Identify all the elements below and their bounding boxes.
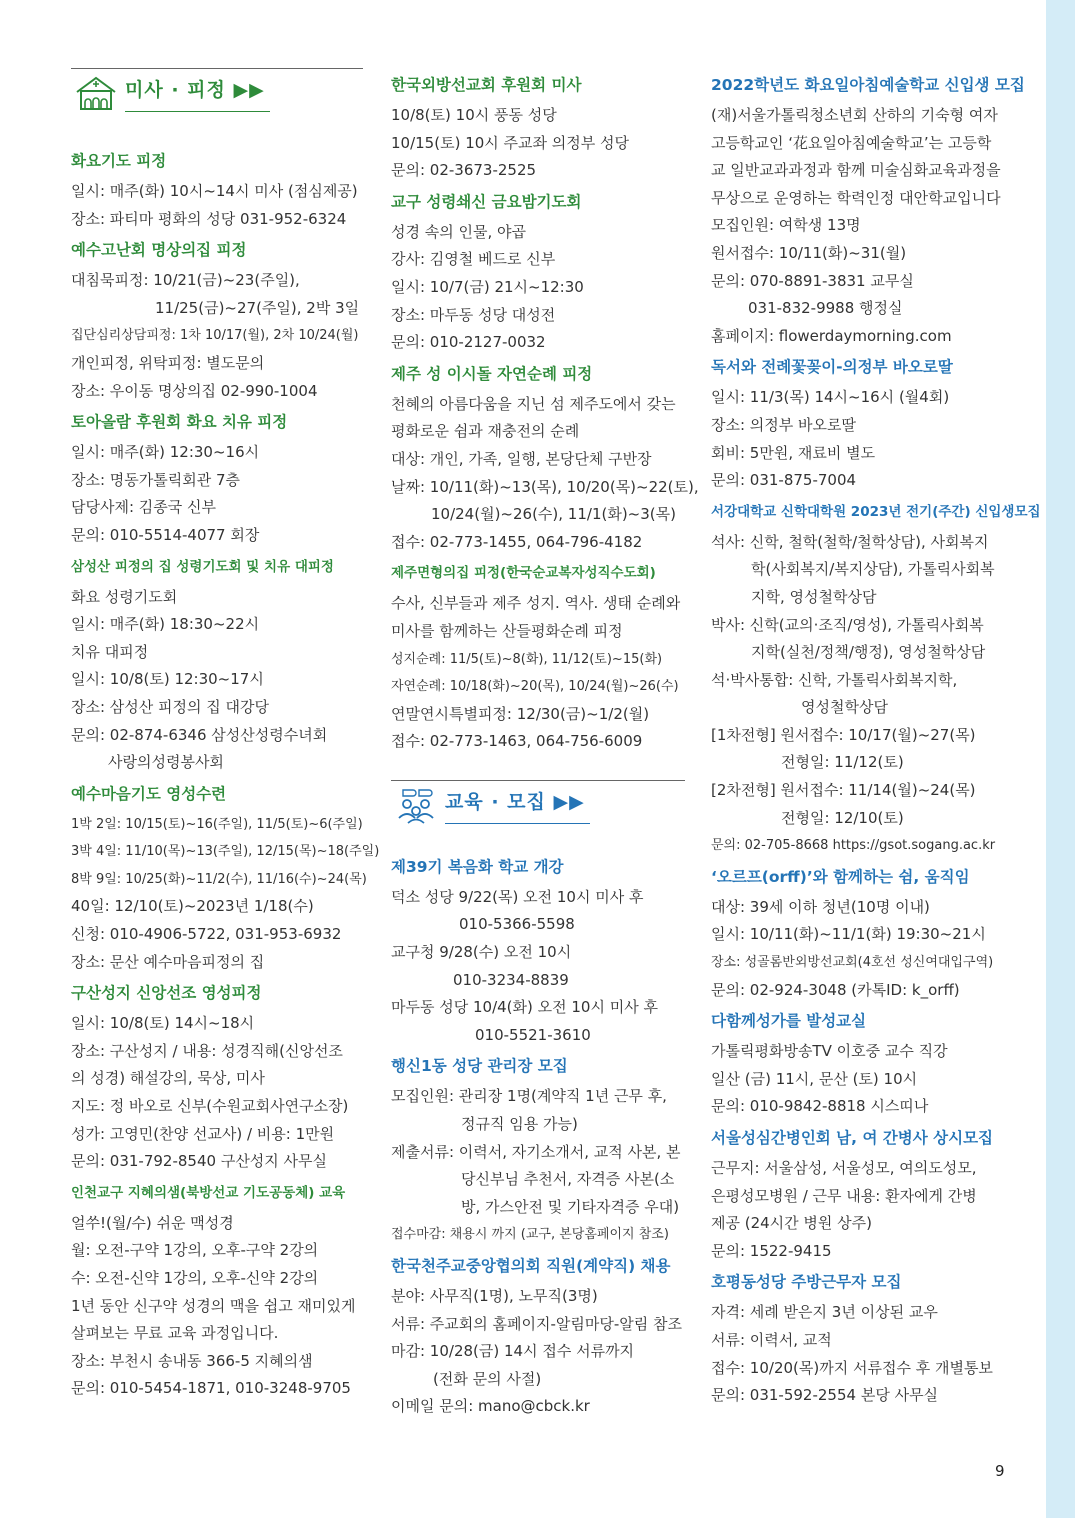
block-title: 인천교구 지혜의샘(북방선교 기도공동체) 교육 [71,1184,346,1201]
block-orff [711,866,1007,1004]
text-line: 대상: 39세 이하 청년(10명 이내) [711,897,930,916]
text-line: 문의: 02-3673-2525 [391,161,537,180]
text-line: 자연순례: 10/18(화)~20(목), 10/24(월)~26(수) [391,679,679,695]
text-line: 박사: 신학(교의·조직/영성), 가톨릭사회복 [711,615,984,634]
text-line: 3박 4일: 11/10(목)~13(주일), 12/15(목)~18(주일) [71,844,380,860]
block-title: 호평동성당 주방근무자 모집 [711,1273,902,1292]
text-line: 010-3234-8839 [453,970,569,989]
text-line: 일시: 매주(화) 12:30~16시 [71,443,260,462]
text-line: 성지순례: 11/5(토)~8(화), 11/12(토)~15(화) [391,651,663,667]
text-line: 장소: 우이동 명상의집 02-990-1004 [71,381,318,400]
text-line: 문의: 02-924-3048 (카톡ID: k_orff) [711,980,960,999]
text-line: 평화로운 쉼과 재충전의 순례 [391,422,580,441]
text-line: 8박 9일: 10/25(화)~11/2(수), 11/16(수)~24(목) [71,871,367,887]
text-line: 모집인원: 여학생 13명 [711,216,861,235]
block-title: 한국천주교중앙협의회 직원(계약직) 채용 [391,1257,671,1275]
text-line: 원서접수: 10/11(화)~31(월) [711,243,907,262]
text-line: 일시: 11/3(목) 14시~16시 (월4회) [711,388,950,407]
text-line: 일시: 10/8(토) 14시~18시 [71,1014,255,1033]
text-line: 일시: 매주(화) 18:30~22시 [71,615,260,634]
side-color-strip [1046,0,1075,1518]
people-group-icon [393,784,439,824]
text-line: 11/25(금)~27(주일), 2박 3일 [155,298,360,317]
text-line: 담당사제: 김종국 신부 [71,498,217,517]
title-underline [445,823,590,824]
block-title: 예수마음기도 영성수련 [71,784,227,803]
block-tuesday-prayer [71,150,363,233]
church-icon [73,72,119,112]
block-jesus-heart-prayer [71,783,380,977]
block-incheon-wisdom [71,1182,363,1403]
text-line: 화요 성령기도회 [71,587,178,606]
text-line: 석사: 신학, 철학(철학/철학상담), 사회복지 [711,532,989,551]
text-line: 연말연시특별피정: 12/30(금)~1/2(월) [391,704,650,723]
text-line: 일산 (금) 11시, 문산 (토) 10시 [711,1069,918,1088]
text-line: 대침묵피정: 10/21(금)~23(주일), [71,271,300,290]
block-title: 예수고난회 명상의집 피정 [71,241,247,260]
text-line: 천혜의 아름다움을 지닌 섬 제주도에서 갖는 [391,394,676,413]
block-kfms-mass [391,74,685,185]
block-title: 서강대학교 신학대학원 2023년 전기(주간) 신입생모집 [711,503,1041,520]
text-line: (전화 문의 사절) [433,1369,542,1388]
block-gusan-shrine [71,982,363,1176]
text-line: 성가: 고영민(찬양 선교사) / 비용: 1만원 [71,1124,335,1143]
block-title: 제주 성 이시돌 자연순례 피정 [391,364,593,383]
text-line: 의 성경) 해설강의, 묵상, 미사 [71,1069,265,1088]
block-title: 제39기 복음화 학교 개강 [391,857,564,876]
text-line: 일시: 매주(화) 10시~14시 미사 (점심제공) [71,182,358,200]
text-line: 미사를 함께하는 산들평화순례 피정 [391,621,623,640]
block-jeju-myeonhyeong [391,562,685,756]
block-passionist-retreat [71,239,363,405]
block-title: 행신1동 성당 관리장 모집 [391,1057,568,1076]
block-toaolam-healing [71,411,363,549]
text-line: 전형일: 11/12(토) [781,753,904,772]
text-line: 월: 오전-구약 1강의, 오후-구약 2강의 [71,1241,319,1260]
text-line: 학(사회복지/복지상담), 가톨릭사회복 [751,560,995,579]
text-line: [1차전형] 원서접수: 10/17(월)~27(목) [711,725,976,744]
text-line: 무상으로 운영하는 학력인정 대안학교입니다 [711,188,1001,207]
text-line: 강사: 김영철 베드로 신부 [391,250,556,269]
text-line: 문의: 02-705-8668 https://gsot.sogang.ac.kr [711,838,996,854]
block-evangelization-school [391,856,685,1050]
text-line: 제공 (24시간 병원 상주) [711,1214,873,1233]
block-vocal-class [711,1010,1007,1121]
text-line: 접수: 02-773-1463, 064-756-6009 [391,732,643,751]
block-title: 제주면형의집 피정(한국순교복자성직수도회) [391,565,656,582]
text-line: 10/24(월)~26(수), 11/1(화)~3(목) [431,505,676,524]
block-samseongsan [71,556,363,777]
text-line: 개인피정, 위탁피정: 별도문의 [71,353,265,372]
text-line: 지학(실천/정책/행정), 영성철학상담 [751,643,986,662]
text-line: 일시: 10/7(금) 21시~12:30 [391,277,584,296]
text-line: 031-832-9988 행정실 [748,299,903,318]
text-line: 지도: 정 바오로 신부(수원교회사연구소장) [71,1097,349,1116]
block-title: ‘오르프(orff)’와 함께하는 쉼, 움직임 [711,867,970,886]
text-line: 문의: 031-875-7004 [711,471,857,490]
text-line: 제출서류: 이력서, 자기소개서, 교적 사본, 본 [391,1142,681,1161]
divider [391,780,685,781]
block-title: 구산성지 신앙선조 영성피정 [71,984,262,1003]
text-line: 문의: 010-9842-8818 시스띠나 [711,1097,929,1116]
text-line: 문의: 031-592-2554 본당 사무실 [711,1386,939,1405]
text-line: 회비: 5만원, 재료비 별도 [711,443,876,462]
block-title: 한국외방선교회 후원회 미사 [391,76,582,94]
text-line: 신청: 010-4906-5722, 031-953-6932 [71,925,342,944]
text-line: 마두동 성당 10/4(화) 오전 10시 미사 후 [391,998,658,1017]
text-line: 장소: 성골롬반외방선교회(4호선 성신여대입구역) [711,955,994,971]
text-line: 문의: 010-2127-0032 [391,333,546,352]
text-line: 접수마감: 채용시 까지 (교구, 본당홈페이지 참조) [391,1227,669,1243]
block-charismatic-prayer [391,191,685,357]
text-line: 장소: 의정부 바오로딸 [711,415,857,434]
text-line: 전형일: 12/10(토) [781,808,904,827]
block-jeju-isidore [391,363,699,557]
text-line: 접수: 02-773-1455, 064-796-4182 [391,532,643,551]
column-right [711,68,1041,1410]
text-line: 장소: 삼성산 피정의 집 대강당 [71,697,270,716]
text-line: 010-5366-5598 [459,915,575,934]
text-line: 은평성모병원 / 근무 내용: 환자에게 간병 [711,1186,977,1205]
block-title: 토아올람 후원회 화요 치유 피정 [71,413,288,432]
text-line: 얼쑤!(월/수) 쉬운 맥성경 [71,1213,234,1232]
text-line: 일시: 10/11(화)~11/1(화) 19:30~21시 [711,925,986,944]
text-line: 장소: 부천시 송내동 366-5 지혜의샘 [71,1351,313,1370]
block-flower-liturgy [711,356,1007,494]
text-line: 40일: 12/10(토)~2023년 1/18(수) [71,897,314,916]
block-sogang-theology [711,501,1041,860]
text-line: 마감: 10/28(금) 14시 접수 서류까지 [391,1342,635,1361]
text-line: 살펴보는 무료 교육 과정입니다. [71,1324,279,1343]
text-line: 10/8(토) 10시 풍동 성당 [391,106,557,124]
text-line: 장소: 명동가톨릭회관 7층 [71,470,241,489]
text-line: 지학, 영성철학상담 [751,587,877,606]
block-title: 2022학년도 화요일아침예술학교 신입생 모집 [711,76,1025,94]
text-line: 사랑의성령봉사회 [108,753,224,772]
divider [71,68,363,69]
text-line: 장소: 마두동 성당 대성전 [391,305,556,324]
block-caregiver-recruit [711,1127,1007,1265]
text-line: [2차전형] 원서접수: 11/14(월)~24(목) [711,781,976,800]
title-underline [125,111,270,112]
text-line: 장소: 문산 예수마음피정의 집 [71,952,265,971]
column-mass-retreat [71,68,380,1403]
block-title: 다함께성가를 발성교실 [711,1012,867,1031]
text-line: 수: 오전-신약 1강의, 오후-신약 2강의 [71,1269,319,1287]
text-line: 1년 동안 신구약 성경의 맥을 쉽고 재미있게 [71,1296,356,1315]
column-middle [391,68,699,1421]
text-line: 문의: 010-5514-4077 회장 [71,525,260,544]
block-haengsin-manager [391,1055,685,1249]
text-line: 일시: 10/8(토) 12:30~17시 [71,670,264,689]
block-flowerday-school [711,74,1025,350]
text-line: 영성철학상담 [801,698,888,717]
page-number: 9 [995,1462,1005,1480]
section-title: 미사 · 피정 ▶▶ [125,79,265,101]
text-line: 접수: 10/20(목)까지 서류접수 후 개별통보 [711,1358,993,1377]
text-line: 석·박사통합: 신학, 가톨릭사회복지학, [711,670,958,689]
text-line: 수사, 신부들과 제주 성지. 역사. 생태 순례와 [391,594,681,613]
text-line: 성경 속의 인물, 야곱 [391,222,526,241]
text-line: 치유 대피정 [71,642,149,661]
block-title: 교구 성령쇄신 금요밤기도회 [391,192,582,211]
block-cbck-hiring [391,1255,685,1421]
text-line: 문의: 031-792-8540 구산성지 사무실 [71,1152,328,1171]
block-title: 화요기도 피정 [71,152,167,170]
block-kitchen-staff [711,1271,1007,1409]
text-line: 이메일 문의: mano@cbck.kr [391,1397,590,1416]
text-line: 교 일반교과과정과 함께 미술심화교육과정을 [711,161,1001,180]
text-line: 가톨릭평화방송TV 이호중 교수 직강 [711,1042,948,1061]
text-line: 고등학교인 ‘花요일아침예술학교’는 고등학 [711,133,992,152]
text-line: 010-5521-3610 [475,1025,591,1044]
text-line: 정규직 임용 가능) [461,1115,578,1134]
text-line: 문의: 1522-9415 [711,1241,832,1260]
section-header-education-recruit [391,780,685,824]
text-line: 방, 가스안전 및 기타자격증 우대) [461,1197,680,1216]
text-line: 장소: 구산성지 / 내용: 성경직해(신앙선조 [71,1041,343,1060]
text-line: 분야: 사무직(1명), 노무직(3명) [391,1287,598,1305]
text-line: 문의: 010-5454-1871, 010-3248-9705 [71,1379,351,1398]
text-line: 자격: 세례 받은지 3년 이상된 교우 [711,1303,938,1322]
block-title: 삼성산 피정의 집 성령기도회 및 치유 대피정 [71,558,334,575]
text-line: 홈페이지: flowerdaymorning.com [711,326,952,345]
text-line: 10/15(토) 10시 주교좌 의정부 성당 [391,133,629,152]
text-line: 당신부님 추천서, 자격증 사본(소 [461,1170,675,1189]
text-line: 교구청 9/28(수) 오전 10시 [391,943,572,962]
text-line: 집단심리상담피정: 1차 10/17(월), 2차 10/24(월) [71,328,359,344]
section-title: 교육 · 모집 ▶▶ [445,790,585,813]
text-line: 장소: 파티마 평화의 성당 031-952-6324 [71,209,347,228]
block-title: 서울성심간병인회 남, 여 간병사 상시모집 [711,1129,994,1147]
text-line: 모집인원: 관리장 1명(계약직 1년 근무 후, [391,1087,667,1106]
text-line: 서류: 이력서, 교적 [711,1330,832,1349]
text-line: 문의: 070-8891-3831 교무실 [711,271,914,290]
section-header-mass-retreat [71,68,363,112]
text-line: 날짜: 10/11(화)~13(목), 10/20(목)~22(토), [391,477,699,496]
block-title: 독서와 전례꽃꽂이-의정부 바오로딸 [711,358,953,377]
text-line: 1박 2일: 10/15(토)~16(주일), 11/5(토)~6(주일) [71,816,363,832]
text-line: (재)서울가톨릭청소년회 산하의 기숙형 여자 [711,106,998,124]
text-line: 덕소 성당 9/22(목) 오전 10시 미사 후 [391,887,644,906]
text-line: 서류: 주교회의 홈페이지-알림마당-알림 참조 [391,1314,683,1333]
text-line: 근무지: 서울삼성, 서울성모, 여의도성모, [711,1159,977,1177]
text-line: 대상: 개인, 가족, 일행, 본당단체 구반장 [391,449,652,468]
text-line: 문의: 02-874-6346 삼성산성령수녀회 [71,725,328,744]
